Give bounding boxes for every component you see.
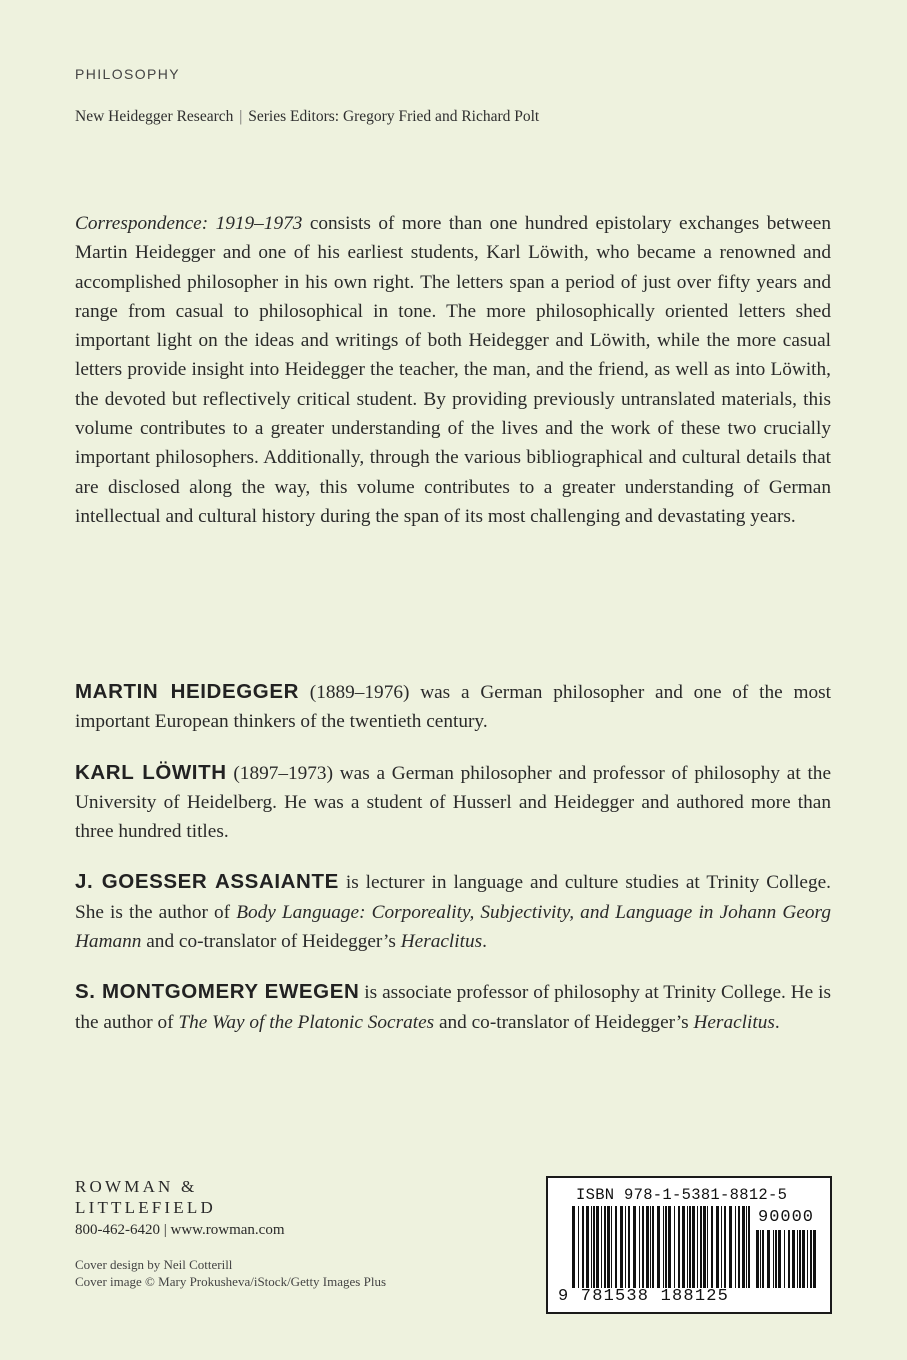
barcode-bar <box>604 1206 606 1288</box>
barcode-bar <box>797 1230 798 1288</box>
barcode-bar <box>591 1206 592 1288</box>
barcode-bar <box>668 1206 671 1288</box>
barcode-bar <box>802 1230 805 1288</box>
barcode-bar <box>778 1230 781 1288</box>
barcode-bar <box>738 1206 740 1288</box>
barcode-bar <box>611 1206 612 1288</box>
barcode-bar <box>700 1206 702 1288</box>
barcode-bar <box>650 1206 651 1288</box>
barcode-bar <box>652 1206 654 1288</box>
bio-text: (1889–1976) was a German philosopher and one of the most important European thinkers of the twentieth century. <box>75 682 831 733</box>
barcode-bar <box>762 1230 764 1288</box>
description-text: consists of more than one hundred epistolary exchanges between Martin Heidegger and one of his earliest students, Karl Löwith, who became a renowned and accomplished philosopher in his own right. The letters span a period of just over fifty years and range from casual to philosophical in tone. The more philosophically oriented letters shed important light on the ideas and writings of both Heidegger and Löwith, while the more casual letters provide insight into Heidegger the teacher, the man, and the friend, as well as into Löwith, the devoted but reflectively critical student. By providing previously untranslated materials, this volume contributes to a greater understanding of the lives and the work of these two crucially important philosophers. Additionally, through the various bibliographical and cultural details that are disclosed along the way, this volume contributes to a greater understanding of German intellectual and cultural history during the span of its most challenging and devastating years. <box>75 213 831 527</box>
barcode-bar <box>697 1206 698 1288</box>
bio-text: and co-translator of Heidegger’s <box>434 1011 694 1033</box>
barcode-bar <box>810 1230 812 1288</box>
barcode-bar <box>665 1206 667 1288</box>
barcode-bar <box>674 1206 675 1288</box>
isbn-label: ISBN 978-1-5381-8812-5 <box>576 1186 788 1204</box>
barcode-bar <box>767 1230 770 1288</box>
barcode-bar <box>639 1206 640 1288</box>
barcode-bar <box>799 1230 801 1288</box>
publisher-contact: 800-462-6420 | www.rowman.com <box>75 1222 285 1238</box>
bio-heidegger <box>75 677 831 737</box>
barcode-bar <box>792 1230 795 1288</box>
barcode-bar <box>742 1206 745 1288</box>
series-editors: Series Editors: Gregory Fried and Richard Polt <box>248 108 540 125</box>
price-barcode-bars-icon <box>756 1230 816 1288</box>
category-label: PHILOSOPHY <box>75 66 181 82</box>
bio-text: is lecturer in language and culture studies at Trinity College. She is the author of <box>75 872 832 923</box>
barcode-bar <box>663 1206 664 1288</box>
bio-text: (1897–1973) was a German philosopher and professor of philosophy at the University of Heidelberg. He was a student of Husserl and Heidegger and authored more than three hundred titles. <box>75 762 832 843</box>
barcode-bar <box>601 1206 602 1288</box>
barcode-bar <box>784 1230 785 1288</box>
barcode-bar <box>716 1206 719 1288</box>
bio-book-title: The Way of the Platonic Socrates <box>178 1011 435 1033</box>
cover-credits <box>75 1256 386 1290</box>
barcode-bar <box>578 1206 579 1288</box>
barcode-bar <box>703 1206 706 1288</box>
bio-name: J. GOESSER ASSAIANTE <box>75 870 339 894</box>
series-separator: | <box>239 108 243 125</box>
bio-text: and co-translator of Heidegger’s <box>141 931 401 953</box>
cover-image-credit: Cover image © Mary Prokusheva/iStock/Getty Images Plus <box>75 1274 386 1289</box>
book-title: Correspondence: 1919–1973 <box>75 213 303 234</box>
barcode-bar <box>593 1206 595 1288</box>
barcode-bar <box>724 1206 726 1288</box>
barcode-bar <box>572 1206 575 1288</box>
barcode-bar <box>607 1206 610 1288</box>
series-name: New Heidegger Research <box>75 108 234 125</box>
bio-book-title: Body Language: Corporeality, Subjectivity, and Language in Johann Georg Hamann <box>75 901 831 953</box>
publisher-line1: ROWMAN & <box>75 1177 198 1196</box>
barcode-bar <box>625 1206 626 1288</box>
barcode-bar <box>633 1206 636 1288</box>
barcode-bar <box>775 1230 777 1288</box>
barcode-bar <box>707 1206 708 1288</box>
publisher-logo <box>75 1176 216 1218</box>
isbn-barcode <box>546 1176 832 1314</box>
barcode-bar <box>596 1206 599 1288</box>
bio-book-title: Heraclitus <box>400 931 483 953</box>
barcode-bars-icon <box>572 1206 752 1288</box>
barcode-bar <box>678 1206 680 1288</box>
barcode-bar <box>642 1206 644 1288</box>
barcode-bar <box>682 1206 685 1288</box>
series-line <box>75 108 539 126</box>
barcode-bar <box>748 1206 750 1288</box>
barcode-bar <box>813 1230 816 1288</box>
barcode-digits: 9 781538 188125 <box>558 1287 730 1306</box>
barcode-bar <box>721 1206 722 1288</box>
barcode-bar <box>788 1230 790 1288</box>
bio-lowith <box>75 758 831 847</box>
barcode-bar <box>657 1206 660 1288</box>
barcode-bar <box>628 1206 630 1288</box>
cover-design-credit: Cover design by Neil Cotterill <box>75 1257 233 1272</box>
barcode-bar <box>687 1206 688 1288</box>
book-description <box>75 209 831 531</box>
barcode-bar <box>582 1206 584 1288</box>
bio-text: . <box>774 1011 780 1033</box>
barcode-bar <box>773 1230 774 1288</box>
author-bios <box>75 677 831 1058</box>
barcode-bar <box>729 1206 732 1288</box>
barcode-bar <box>711 1206 713 1288</box>
barcode-bar <box>615 1206 617 1288</box>
bio-assaiante <box>75 867 831 956</box>
bio-book-title: Heraclitus <box>693 1011 775 1033</box>
bio-name: KARL LÖWITH <box>75 760 227 784</box>
barcode-bar <box>735 1206 736 1288</box>
barcode-bar <box>756 1230 759 1288</box>
bio-text: . <box>482 931 487 953</box>
bio-ewegen <box>75 977 831 1037</box>
price-code: 90000 <box>758 1208 815 1227</box>
bio-name: S. MONTGOMERY EWEGEN <box>75 980 360 1004</box>
barcode-bar <box>586 1206 589 1288</box>
barcode-bar <box>646 1206 649 1288</box>
publisher-line2: LITTLEFIELD <box>75 1198 216 1217</box>
barcode-bar <box>620 1206 623 1288</box>
barcode-bar <box>807 1230 808 1288</box>
bio-name: MARTIN HEIDEGGER <box>75 680 299 703</box>
barcode-bar <box>692 1206 695 1288</box>
barcode-bar <box>689 1206 691 1288</box>
barcode-bar <box>746 1206 747 1288</box>
bio-text: is associate professor of philosophy at Trinity College. He is the author of <box>75 982 831 1033</box>
barcode-bar <box>760 1230 761 1288</box>
